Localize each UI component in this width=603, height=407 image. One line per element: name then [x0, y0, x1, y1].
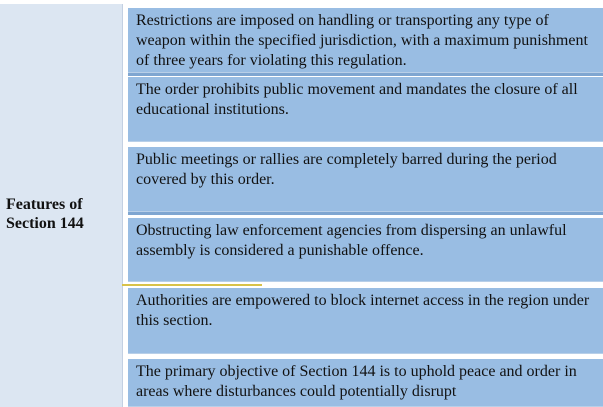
row-divider: [128, 73, 603, 76]
feature-row-5: [128, 288, 603, 354]
feature-text-1: Restrictions are imposed on handling or transporting any type of weapon within the specified jurisdiction, with a maximum punishment of three years for violating this regulation.: [136, 12, 588, 69]
features-heading-cell: [0, 4, 123, 407]
feature-text-3: Public meetings or rallies are completely barred during the period covered by this order.: [136, 151, 557, 188]
feature-text-4: Obstructing law enforcement agencies from dispersing an unlawful assembly is considered a punishable offence.: [136, 222, 567, 259]
feature-row-1: [128, 8, 603, 73]
row-divider: [128, 212, 603, 215]
features-heading: Features of Section 144: [6, 196, 84, 232]
feature-row-3: [128, 147, 603, 212]
feature-text-6: The primary objective of Section 144 is to uphold peace and order in areas where disturbances could potentially disrupt: [136, 363, 577, 400]
feature-row-2: [128, 77, 603, 142]
feature-text-2: The order prohibits public movement and mandates the closure of all educational institutions.: [136, 81, 578, 118]
feature-row-4: [128, 218, 603, 282]
decorative-line: [122, 284, 262, 286]
feature-text-5: Authorities are empowered to block internet access in the region under this section.: [136, 292, 590, 329]
feature-row-6: [128, 359, 603, 407]
